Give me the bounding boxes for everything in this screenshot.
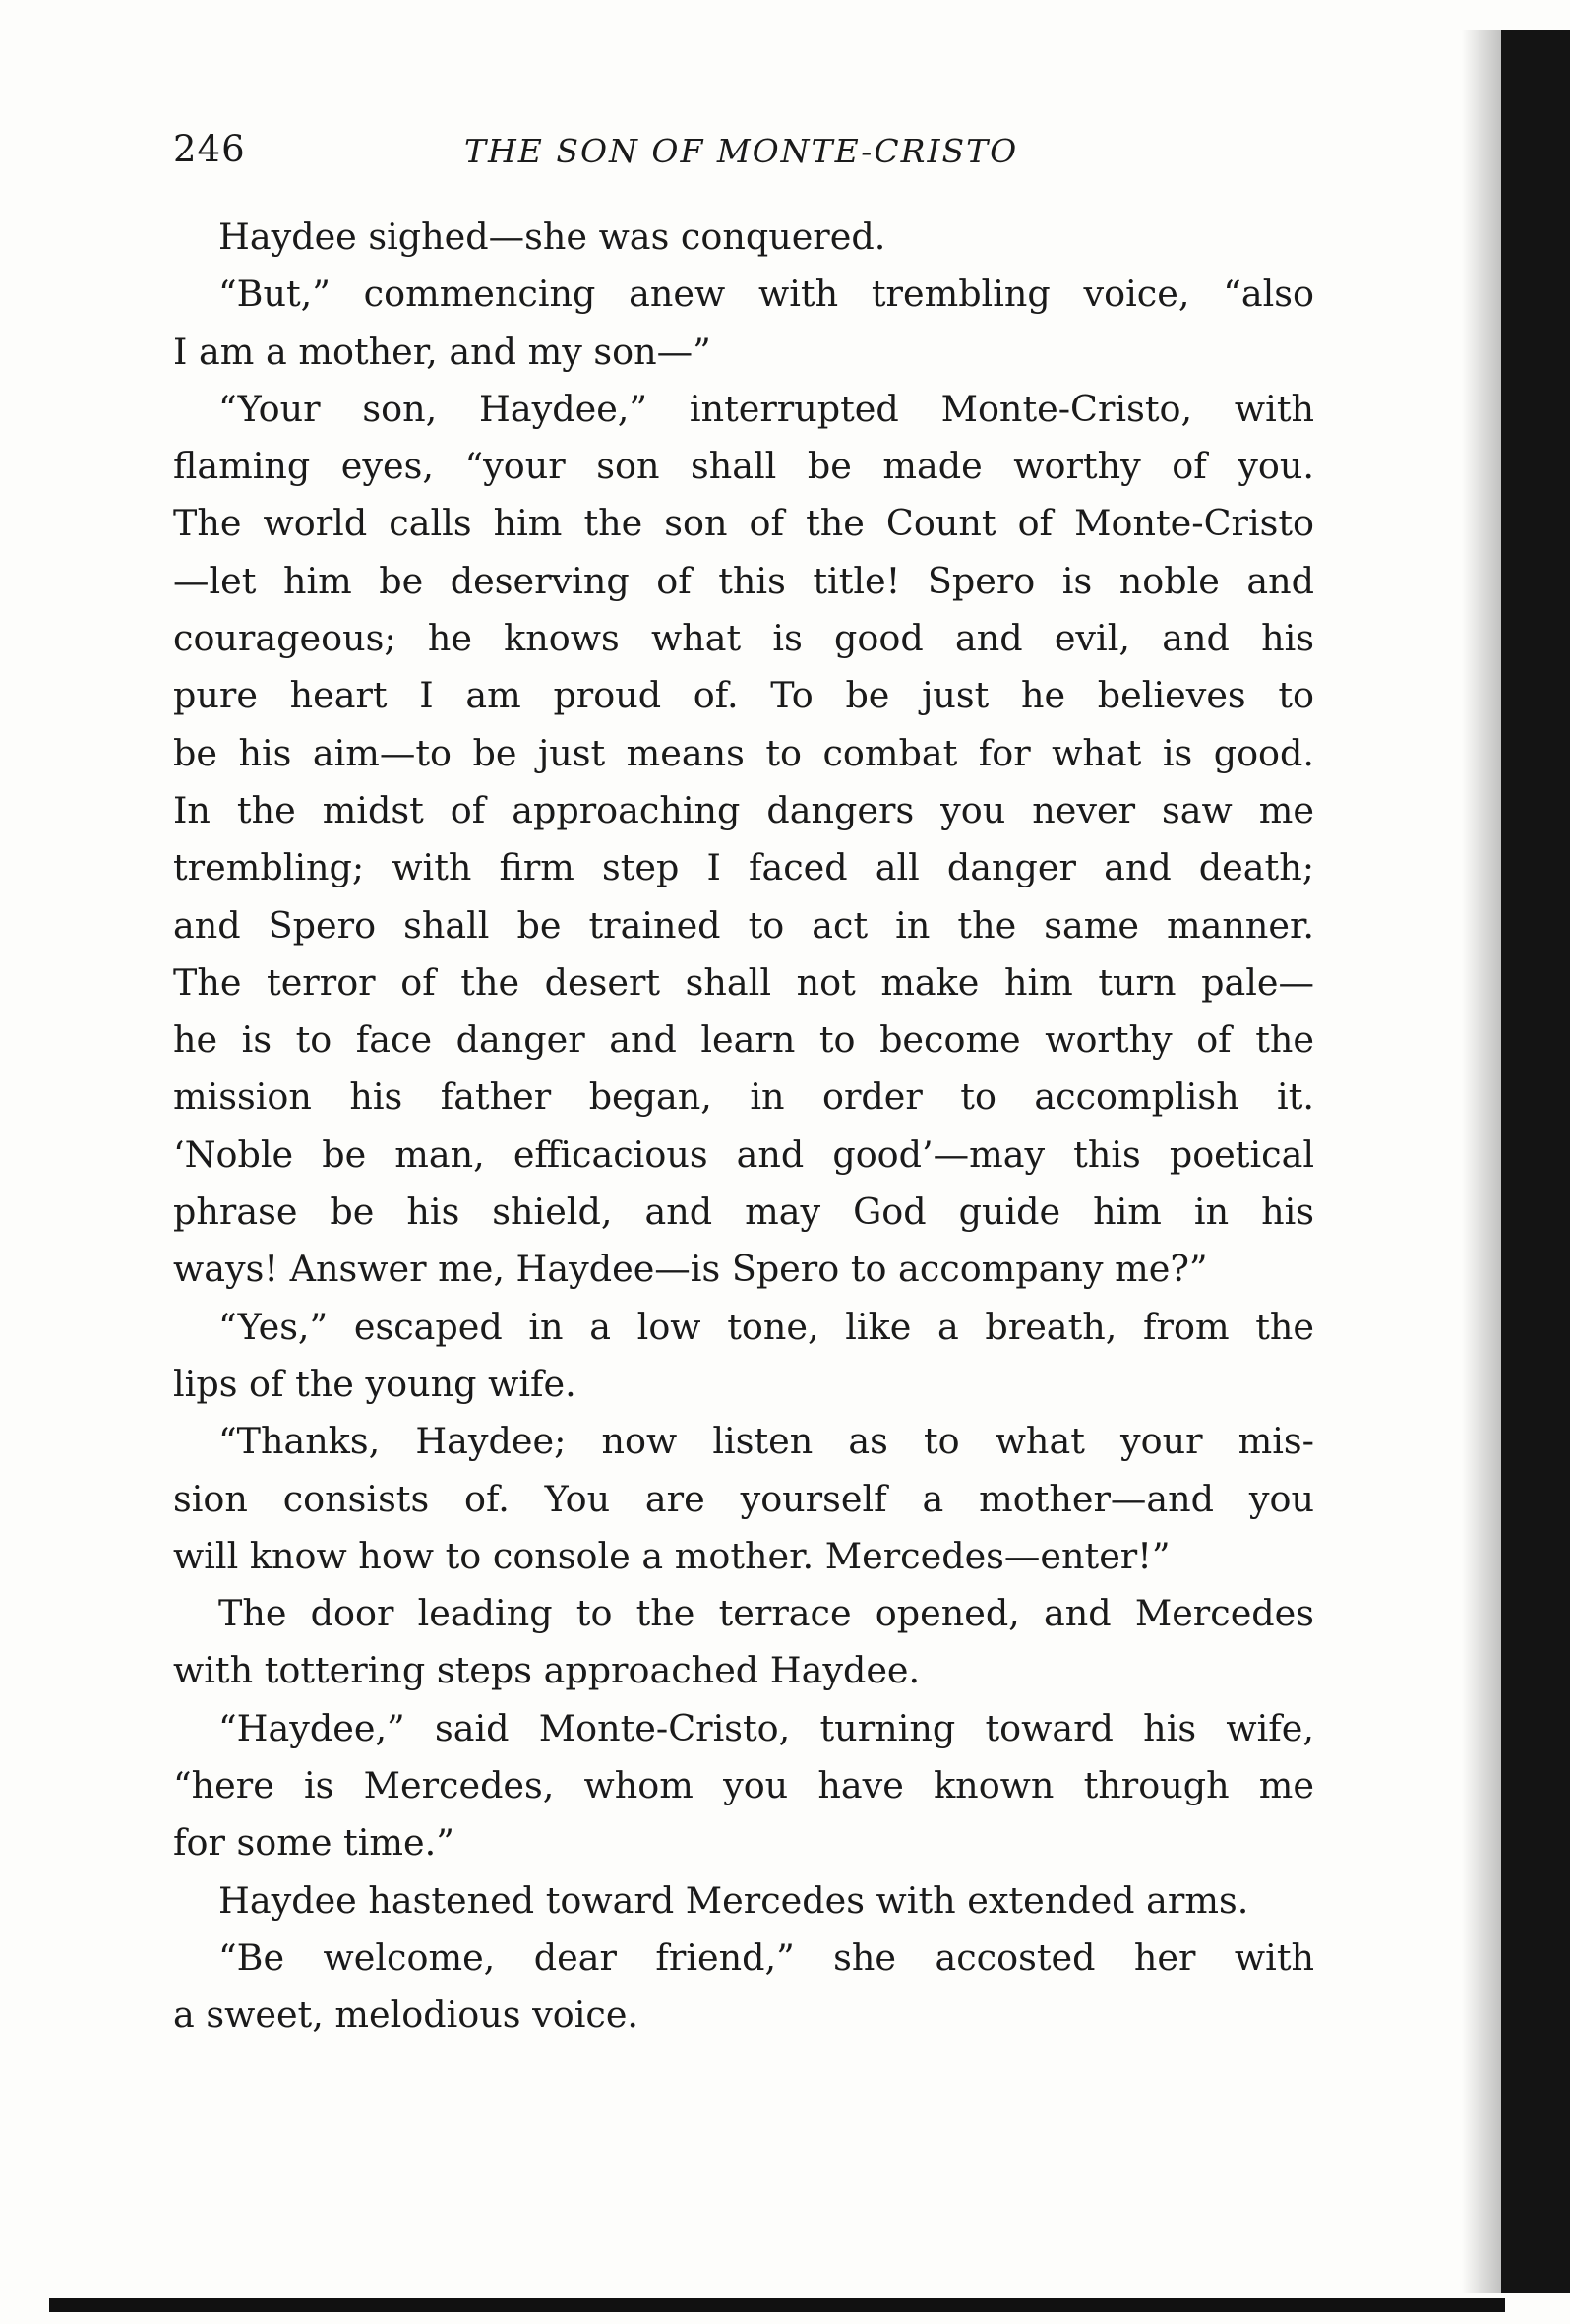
text-line: will know how to console a mother. Mercedes—enter!” [173,1534,1171,1577]
text-line: mission his father began, in order to accomplish it. [173,1075,1314,1119]
bottom-rule [49,2298,1505,2312]
text-line: “Yes,” escaped in a low tone, like a breath, from the [218,1305,1314,1348]
text-line: flaming eyes, “your son shall be made worthy of you. [173,445,1314,488]
text-line: he is to face danger and learn to become worthy of the [173,1018,1314,1062]
text-line: The terror of the desert shall not make him turn pale— [173,960,1314,1004]
text-line: “Be welcome, dear friend,” she accosted her with [218,1935,1314,1979]
text-line: Haydee sighed—she was conquered. [218,215,886,258]
text-line: “Your son, Haydee,” interrupted Monte-Cristo, with [218,387,1314,430]
page-edge-binding [1501,30,1570,2293]
text-line: lips of the young wife. [173,1362,576,1405]
text-line: for some time.” [173,1821,454,1865]
text-line: courageous; he knows what is good and evil, and his [173,617,1314,660]
page-header [173,128,1334,187]
text-line: pure heart I am proud of. To be just he believes to [173,674,1314,717]
text-line: “But,” commencing anew with trembling voice, “also [218,273,1314,316]
text-line: be his aim—to be just means to combat for what is good. [173,731,1314,774]
text-line: Haydee hastened toward Mercedes with extended arms. [218,1878,1249,1922]
text-line: with tottering steps approached Haydee. [173,1649,921,1692]
text-line: phrase be his shield, and may God guide him in his [173,1191,1314,1234]
text-line: “here is Mercedes, whom you have known through me [173,1764,1314,1807]
text-line: ‘Noble be man, efficacious and good’—may this poetical [173,1132,1314,1176]
text-line: In the midst of approaching dangers you never saw me [173,788,1314,831]
text-line: I am a mother, and my son—” [173,330,711,373]
text-line: trembling; with firm step I faced all danger and death; [173,846,1314,889]
text-line: a sweet, melodious voice. [173,1993,639,2037]
body-text [173,209,1314,2045]
text-line: —let him be deserving of this title! Spero is noble and [173,559,1314,602]
text-line: “Haydee,” said Monte-Cristo, turning toward his wife, [218,1706,1314,1749]
text-line: The door leading to the terrace opened, and Mercedes [218,1592,1314,1635]
page-number: 246 [173,128,246,170]
page-edge-shadow [1462,30,1501,2293]
text-line: “Thanks, Haydee; now listen as to what your mis- [218,1420,1314,1463]
text-line: and Spero shall be trained to act in the same manner. [173,903,1314,947]
running-title: THE SON OF MONTE-CRISTO [464,132,1019,170]
text-line: ways! Answer me, Haydee—is Spero to accompany me?” [173,1248,1208,1291]
text-line: sion consists of. You are yourself a mother—and you [173,1477,1314,1520]
text-line: The world calls him the son of the Count of Monte-Cristo [173,502,1314,545]
